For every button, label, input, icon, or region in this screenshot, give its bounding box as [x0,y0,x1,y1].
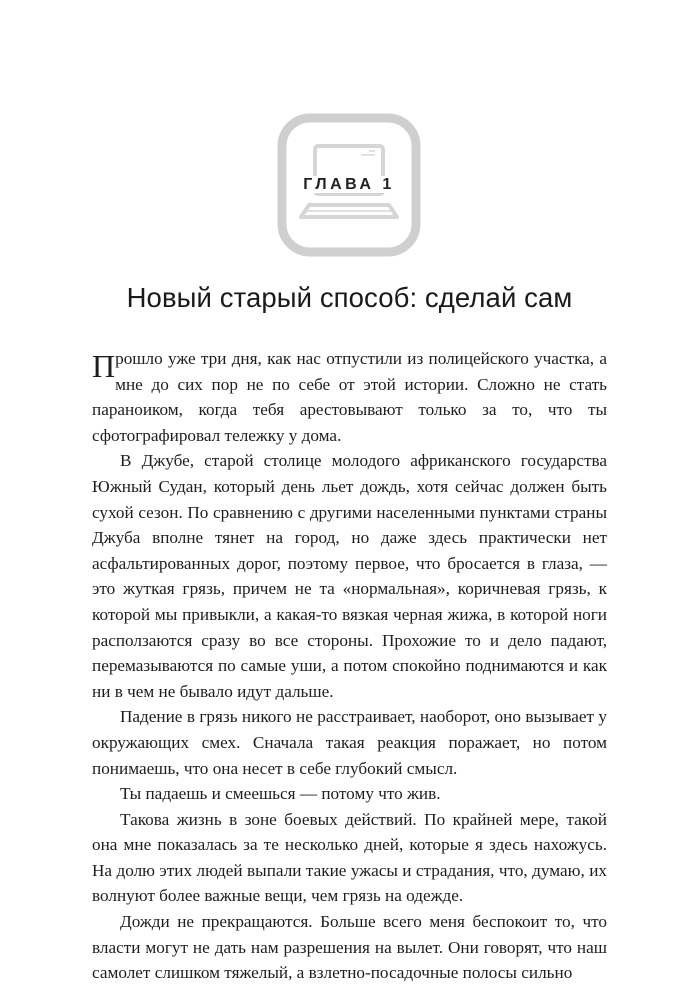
paragraph-2: В Джубе, старой столице молодого африканского государства Южный Судан, который день льет дождь, хотя сейчас должен быть сухой сезон. По сравнению с другими населенными пунктами страны Джуба вполне тянет на город, но даже здесь практически нет асфальтированных дорог, поэтому первое, что бросается в глаза, — это жуткая грязь, причем не та «нормальная», коричневая грязь, к которой мы привыкли, а какая-то вязкая черная жижа, в которой ноги расползаются сразу во все стороны. Прохожие то и дело падают, перемазываются по самые уши, а потом спокойно поднимаются и как ни в чем не бывало идут дальше. [92,451,607,701]
drop-cap: П [92,348,116,384]
chapter-emblem [277,113,421,257]
chapter-title: Новый старый способ: сделай сам [126,282,573,314]
paragraph-1: Прошло уже три дня, как нас отпустили из полицейского участка, а мне до сих пор не по себе от этой истории. Сложно не стать параноиком, когда тебя арестовывают только за то, что ты сфотографировал тележку у дома. [92,348,607,445]
paragraph-3: Падение в грязь никого не расстраивает, наоборот, оно вызывает у окружающих смех. Сначала такая реакция поражает, но потом понимаешь, что она несет в себе глубокий смысл. [92,707,607,778]
paragraph-5: Такова жизнь в зоне боевых действий. По крайней мере, такой она мне показалась за те несколько дней, которые я здесь нахожусь. На долю этих людей выпали такие ужасы и страдания, что, думаю, их волнуют более важные вещи, чем грязь на одежде. [92,809,607,906]
chapter-label: ГЛАВА 1 [277,176,421,194]
chapter-body [92,346,607,986]
paragraph-4: Ты падаешь и смеешься — потому что жив. [120,784,441,804]
paragraph-6: Дожди не прекращаются. Больше всего меня беспокоит то, что власти могут не дать нам разрешения на вылет. Они говорят, что наш самолет слишком тяжелый, а взлетно-посадочные полосы сильно [92,912,607,983]
